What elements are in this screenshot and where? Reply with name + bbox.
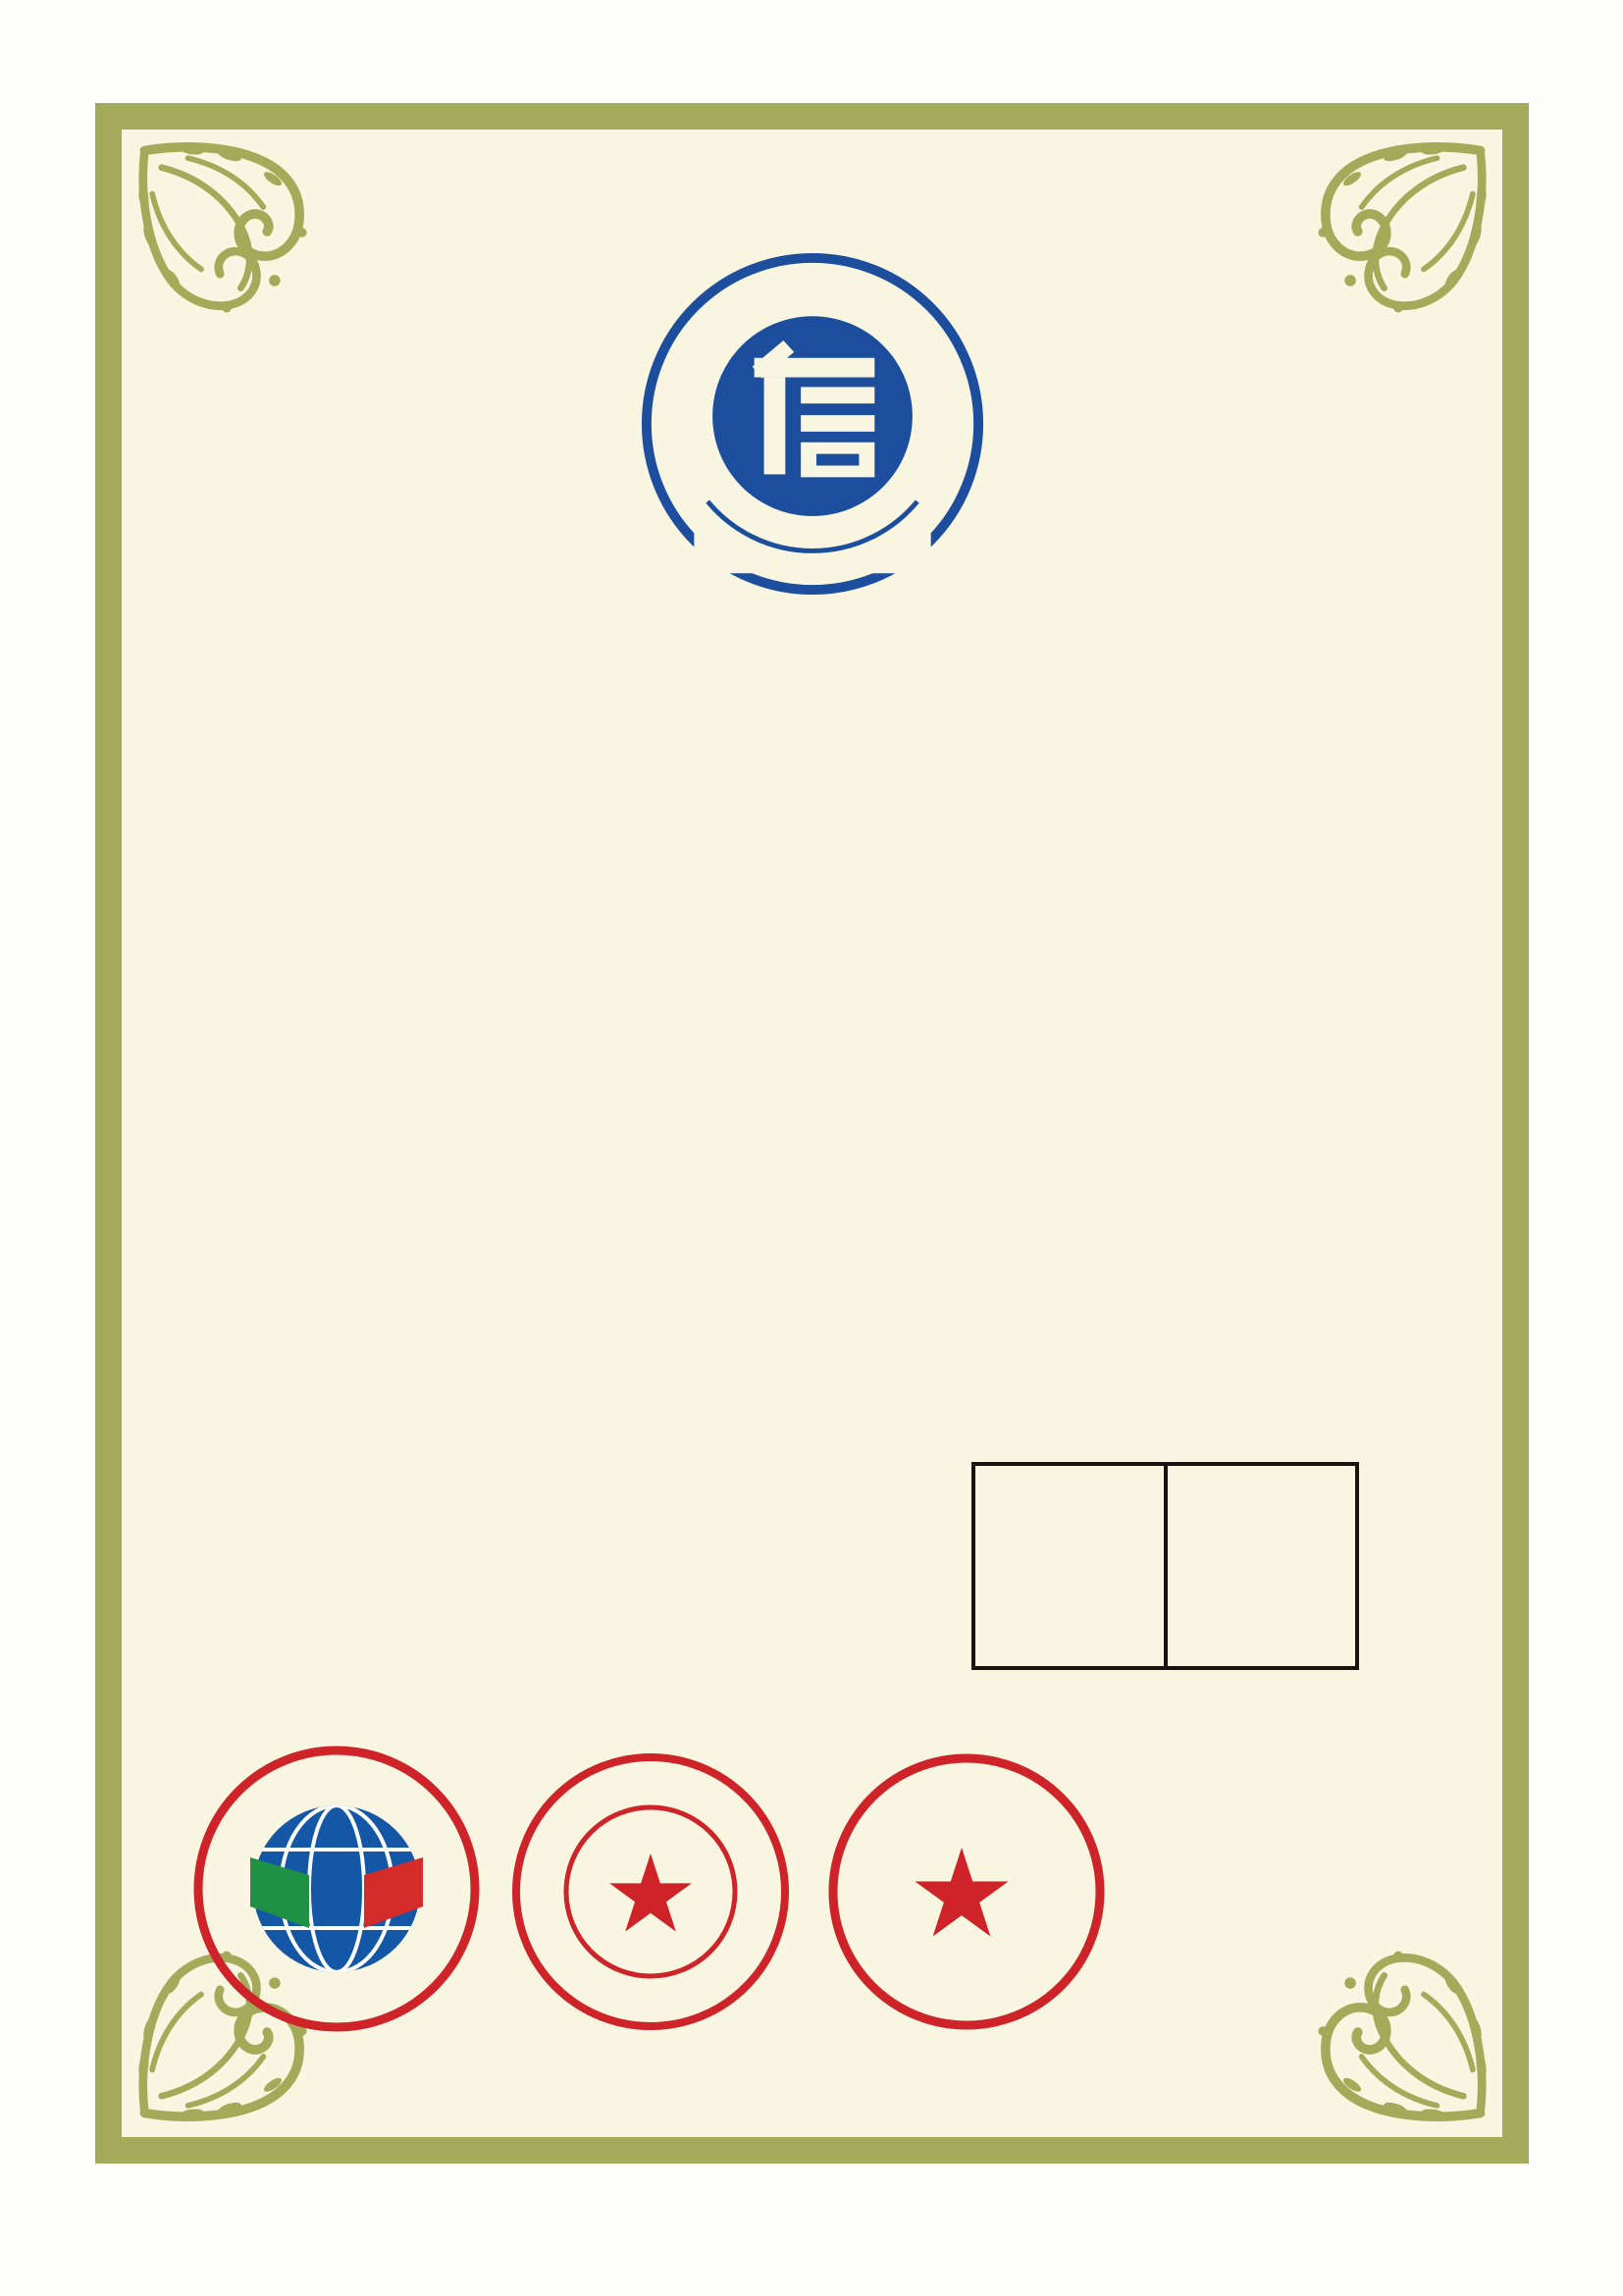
seal-evaluator <box>508 1749 793 2034</box>
annual-check-cell <box>975 1466 1164 1666</box>
globe-icon <box>250 1805 423 1972</box>
corner-flourish-top-right <box>1305 137 1493 326</box>
verification-qr-code <box>1124 1758 1365 2004</box>
group-emblem-logo <box>638 249 987 599</box>
seal-credit-agency <box>824 1749 1109 2034</box>
qr-code-icon <box>1124 1758 1365 2004</box>
annual-check-box <box>971 1462 1359 1670</box>
annual-check-cell <box>1164 1466 1356 1666</box>
star-icon <box>915 1848 1008 1936</box>
corner-flourish-top-left <box>131 137 320 326</box>
star-icon <box>609 1853 692 1932</box>
annual-cell-labels <box>1107 1617 1150 1658</box>
seal-315-certification <box>189 1742 484 2036</box>
annual-cell-labels <box>1298 1617 1341 1658</box>
